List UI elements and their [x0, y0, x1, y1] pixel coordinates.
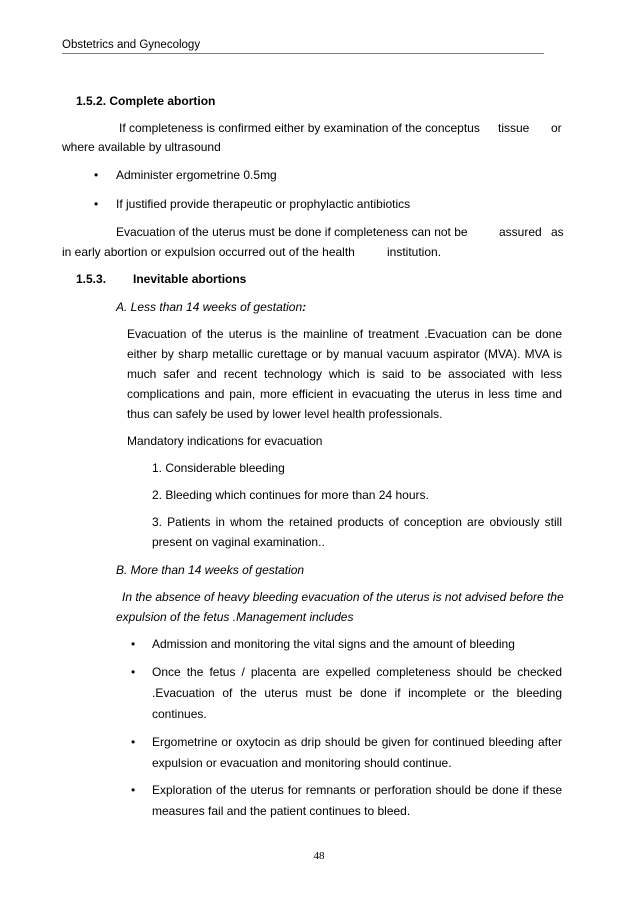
list-item: Admission and monitoring the vital signs and the amount of bleeding: [152, 637, 515, 651]
bullet-icon: •: [131, 735, 136, 749]
list-item: 1. Considerable bleeding: [152, 461, 285, 475]
indications-label: Mandatory indications for evacuation: [127, 434, 323, 448]
subsection-b-intro-continued: expulsion of the fetus .Management includes: [116, 610, 354, 624]
subsection-a-heading: A. Less than 14 weeks of gestation:: [116, 300, 307, 314]
list-item-continued: .Evacuation of the uterus must be done if incomplete or the bleeding: [152, 686, 562, 700]
header-rule: [62, 53, 544, 54]
para1-line1-word: tissue: [498, 121, 530, 135]
list-item: Administer ergometrine 0.5mg: [116, 168, 277, 182]
list-item: Once the fetus / placenta are expelled completeness should be checked: [152, 665, 562, 679]
subsection-b-heading: B. More than 14 weeks of gestation: [116, 563, 305, 577]
para2-line1: Evacuation of the uterus must be done if completeness can not be: [116, 225, 468, 239]
bullet-icon: •: [131, 637, 136, 651]
section-number: 1.5.3.: [76, 272, 107, 286]
subsection-b-intro: In the absence of heavy bleeding evacuation of the uterus is not advised before the: [122, 590, 564, 604]
para1-line1: If completeness is confirmed either by examination of the conceptus: [119, 121, 480, 135]
para1-line1-end: or: [551, 121, 562, 135]
para2-line2-end: institution.: [387, 245, 442, 259]
list-item: 2. Bleeding which continues for more than 24 hours.: [152, 488, 429, 502]
section-heading-complete-abortion: 1.5.2. Complete abortion: [76, 94, 216, 108]
paragraph-line: complications and pain, more efficient in evacuating the uterus in less time and: [127, 387, 562, 401]
page-number: 48: [313, 850, 325, 862]
list-item-continued: measures fail and the patient continues to bleed.: [152, 804, 411, 818]
list-item: Ergometrine or oxytocin as drip should be given for continued bleeding after: [152, 735, 562, 749]
list-item-continued: continues.: [152, 707, 207, 721]
paragraph-line: either by sharp metallic curettage or by manual vacuum aspirator (MVA). MVA is: [127, 347, 562, 361]
paragraph-line: Evacuation of the uterus is the mainline of treatment .Evacuation can be done: [127, 327, 562, 341]
section-heading-inevitable: Inevitable abortions: [133, 272, 247, 286]
para2-line1-word: assured: [499, 225, 542, 239]
list-item-continued: present on vaginal examination..: [152, 535, 325, 549]
list-item: If justified provide therapeutic or prophylactic antibiotics: [116, 197, 411, 211]
list-item-continued: expulsion or evacuation and monitoring should continue.: [152, 756, 452, 770]
bullet-icon: •: [131, 665, 136, 679]
bullet-icon: •: [131, 783, 136, 797]
list-item: Exploration of the uterus for remnants or perforation should be done if these: [152, 783, 562, 797]
para2-line1-end: as: [551, 225, 564, 239]
paragraph-line: much safer and recent technology which is said to be associated with less: [127, 367, 562, 381]
bullet-icon: •: [94, 197, 99, 211]
para2-line2: in early abortion or expulsion occurred out of the health: [62, 245, 355, 259]
list-item: 3. Patients in whom the retained products of conception are obviously still: [152, 515, 562, 529]
para1-line2: where available by ultrasound: [62, 140, 221, 154]
running-header: Obstetrics and Gynecology: [62, 39, 201, 51]
bullet-icon: •: [94, 168, 99, 182]
paragraph-line: thus can safely be used by lower level health professionals.: [127, 407, 443, 421]
